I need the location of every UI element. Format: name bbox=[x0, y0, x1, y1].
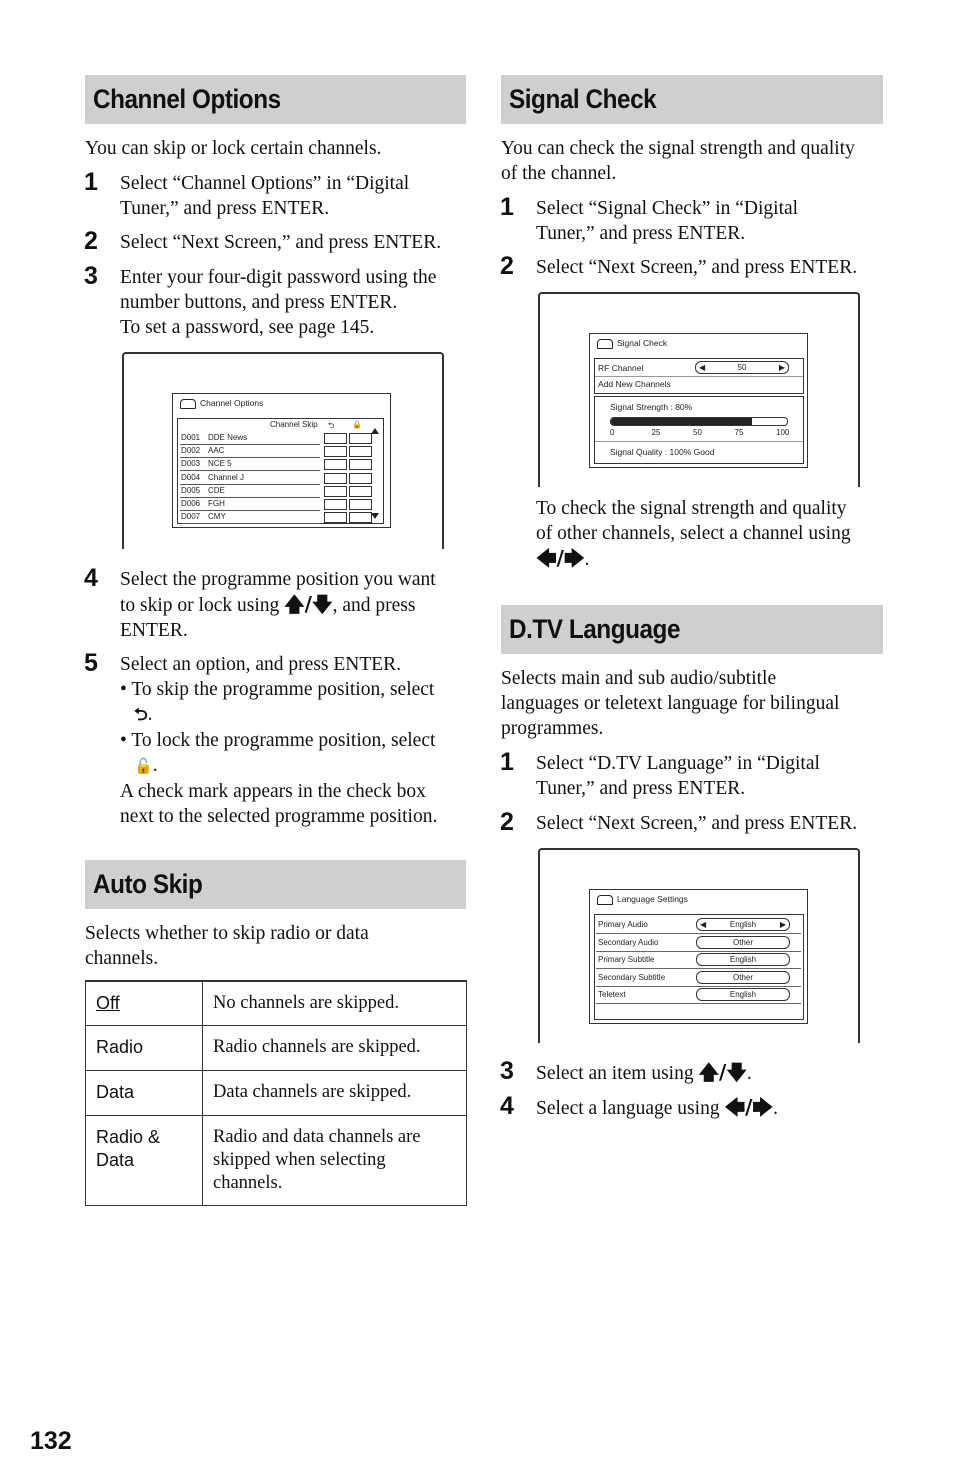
column-header-skip: Channel Skip bbox=[270, 420, 318, 429]
step-line: ENTER. bbox=[120, 620, 188, 641]
signal-quality-label: Signal Quality : 100% Good bbox=[610, 447, 715, 457]
menu-title: Signal Check bbox=[617, 338, 668, 348]
table-row bbox=[86, 981, 467, 1025]
chevron-left-icon[interactable]: ◀ bbox=[700, 920, 707, 929]
language-item-label: Secondary Subtitle bbox=[598, 972, 666, 982]
section-heading-channel-options bbox=[85, 75, 466, 124]
step-number: 3 bbox=[500, 1057, 514, 1085]
step-line: Select the programme position you want bbox=[120, 569, 436, 590]
tuner-icon bbox=[597, 895, 613, 905]
option-cell bbox=[86, 981, 203, 1025]
table-row bbox=[86, 1070, 467, 1115]
up-down-arrow-icon: 🡅/🡇 bbox=[698, 1060, 747, 1084]
step-number: 2 bbox=[84, 227, 98, 255]
channel-row[interactable] bbox=[180, 498, 320, 511]
up-down-arrow-icon: 🡅/🡇 bbox=[284, 592, 333, 616]
step-text bbox=[536, 751, 820, 801]
signal-check-note bbox=[536, 496, 851, 572]
language-value: English bbox=[729, 920, 757, 929]
language-value-selector[interactable] bbox=[696, 953, 790, 966]
channel-code: D002 bbox=[181, 446, 201, 456]
intro-line: of the channel. bbox=[501, 163, 617, 184]
channel-code: D007 bbox=[181, 512, 201, 522]
channel-name: NCE 5 bbox=[208, 459, 232, 469]
channel-row[interactable] bbox=[180, 458, 320, 471]
language-value-selector[interactable] bbox=[696, 918, 790, 931]
table-row bbox=[86, 1115, 467, 1205]
tuner-icon bbox=[597, 339, 613, 349]
step-number: 4 bbox=[84, 564, 98, 592]
channel-code: D004 bbox=[181, 472, 201, 482]
strength-tick-label: 75 bbox=[734, 428, 744, 437]
lock-checkbox[interactable] bbox=[349, 512, 372, 523]
language-row[interactable] bbox=[596, 952, 801, 969]
auto-skip-intro bbox=[85, 921, 369, 971]
skip-icon: ⮌ bbox=[134, 705, 148, 725]
step-text: Select a language using 🡄/🡆. bbox=[536, 1095, 778, 1119]
step-line: Select “D.TV Language” in “Digital bbox=[536, 753, 820, 774]
language-list bbox=[594, 914, 804, 1020]
language-value: Other bbox=[732, 937, 753, 947]
channel-code: D005 bbox=[181, 485, 201, 495]
divider bbox=[595, 441, 803, 442]
intro-line: languages or teletext language for bilingual bbox=[501, 693, 840, 714]
language-item-label: Primary Subtitle bbox=[598, 955, 655, 965]
text-fragment: Select a language using bbox=[536, 1098, 725, 1119]
step-number: 5 bbox=[84, 649, 98, 677]
language-value-selector[interactable] bbox=[696, 971, 790, 984]
language-value: English bbox=[729, 955, 757, 965]
desc-line: channels. bbox=[213, 1172, 283, 1193]
lock-icon: 🔓 bbox=[134, 757, 153, 775]
step-line: Tuner,” and press ENTER. bbox=[536, 223, 746, 244]
chevron-left-icon[interactable]: ◀ bbox=[699, 363, 706, 372]
language-row[interactable] bbox=[596, 917, 801, 934]
menu-title: Channel Options bbox=[200, 398, 264, 408]
option-line: Data bbox=[96, 1149, 135, 1170]
intro-line: You can check the signal strength and quality bbox=[501, 138, 855, 159]
text-fragment: to skip or lock using bbox=[120, 595, 285, 616]
rf-channel-value: 50 bbox=[737, 363, 747, 372]
tuner-icon bbox=[180, 399, 196, 409]
language-value-selector[interactable] bbox=[696, 936, 790, 949]
language-value: English bbox=[729, 990, 757, 1000]
auto-skip-table bbox=[85, 980, 467, 1206]
skip-checkbox[interactable] bbox=[324, 433, 347, 444]
lock-checkbox[interactable] bbox=[349, 473, 372, 484]
left-right-arrow-icon: 🡄/🡆 bbox=[536, 546, 585, 570]
option-label: Off bbox=[96, 993, 120, 1013]
language-item-label: Secondary Audio bbox=[598, 937, 659, 947]
step-text bbox=[120, 265, 436, 340]
signal-panel bbox=[594, 396, 804, 464]
lock-checkbox[interactable] bbox=[349, 486, 372, 497]
page-number: 132 bbox=[30, 1427, 72, 1455]
text-fragment: , and press bbox=[332, 595, 416, 616]
desc-cell: No channels are skipped. bbox=[203, 981, 467, 1025]
heading-text: Channel Options bbox=[93, 84, 281, 114]
intro-line: Selects whether to skip radio or data bbox=[85, 923, 369, 944]
note-line: next to the selected programme position. bbox=[120, 806, 438, 827]
channel-name: AAC bbox=[208, 446, 225, 456]
skip-icon: ⮌ bbox=[328, 421, 335, 430]
language-value-selector[interactable] bbox=[696, 988, 790, 1001]
text-fragment: Select an item using bbox=[536, 1063, 699, 1084]
lock-checkbox[interactable] bbox=[349, 459, 372, 470]
step-number: 3 bbox=[84, 262, 98, 290]
language-row[interactable] bbox=[596, 970, 801, 987]
lock-checkbox[interactable] bbox=[349, 433, 372, 444]
desc-cell: Data channels are skipped. bbox=[203, 1070, 467, 1115]
step-text: Select an item using 🡅/🡇. bbox=[536, 1060, 752, 1084]
channel-row[interactable] bbox=[180, 472, 320, 485]
left-right-arrow-icon: 🡄/🡆 bbox=[724, 1095, 774, 1119]
language-settings-menu bbox=[589, 889, 808, 1024]
channel-name: FGH bbox=[208, 499, 225, 508]
desc-line: Radio and data channels are bbox=[213, 1126, 421, 1147]
step-line: Tuner,” and press ENTER. bbox=[536, 778, 746, 799]
step-line: number buttons, and press ENTER. bbox=[120, 292, 398, 313]
bullet-lock: • To lock the programme position, select bbox=[120, 730, 436, 751]
note-line: of other channels, select a channel using bbox=[536, 523, 851, 544]
lock-checkbox[interactable] bbox=[349, 446, 372, 457]
step-number: 4 bbox=[500, 1092, 514, 1120]
chevron-right-icon[interactable]: ▶ bbox=[778, 363, 785, 372]
step-line: Enter your four-digit password using the bbox=[120, 267, 437, 288]
language-item-label: Primary Audio bbox=[598, 920, 648, 929]
step-text bbox=[120, 171, 409, 221]
skip-checkbox[interactable] bbox=[324, 473, 347, 484]
section-heading-auto-skip bbox=[85, 860, 466, 909]
channel-options-intro: You can skip or lock certain channels. bbox=[85, 138, 382, 159]
channel-name: CDE bbox=[208, 485, 225, 495]
language-row[interactable] bbox=[596, 987, 801, 1004]
channel-code: D003 bbox=[181, 459, 201, 469]
step-line: Select an option, and press ENTER. bbox=[120, 654, 402, 675]
desc-cell bbox=[203, 1115, 467, 1205]
heading-text: Signal Check bbox=[509, 84, 657, 114]
note-line: 🡄/🡆. bbox=[536, 546, 590, 570]
step-text bbox=[536, 196, 798, 246]
skip-checkbox[interactable] bbox=[324, 446, 347, 457]
step-text: Select “Next Screen,” and press ENTER. bbox=[120, 232, 442, 253]
step-number: 1 bbox=[500, 193, 514, 221]
channel-name: CMY bbox=[208, 512, 226, 522]
divider bbox=[595, 376, 803, 377]
rf-channel-label: RF Channel bbox=[598, 363, 644, 373]
channel-list bbox=[177, 418, 384, 524]
bullet-skip: • To skip the programme position, select bbox=[120, 679, 435, 700]
section-heading-dtv-language bbox=[501, 605, 883, 654]
channel-code: D001 bbox=[181, 433, 201, 442]
language-item-label: Teletext bbox=[598, 990, 626, 1000]
skip-checkbox[interactable] bbox=[324, 499, 347, 510]
skip-checkbox[interactable] bbox=[324, 486, 347, 497]
option-cell bbox=[86, 1115, 203, 1205]
channel-row[interactable] bbox=[180, 445, 320, 458]
step-text bbox=[120, 567, 436, 643]
strength-tick-label: 50 bbox=[693, 428, 702, 437]
add-new-channels-item[interactable]: Add New Channels bbox=[598, 379, 671, 389]
lock-checkbox[interactable] bbox=[349, 499, 372, 510]
chevron-right-icon[interactable]: ▶ bbox=[779, 920, 786, 929]
step-line: Select “Channel Options” in “Digital bbox=[120, 173, 410, 194]
strength-tick-label: 100 bbox=[776, 428, 790, 437]
bullet-lock-icon-line: 🔓. bbox=[134, 755, 158, 776]
step-line: Tuner,” and press ENTER. bbox=[120, 198, 330, 219]
strength-tick-label: 0 bbox=[610, 428, 615, 437]
note-line: To check the signal strength and quality bbox=[536, 498, 847, 519]
channel-row[interactable] bbox=[180, 485, 320, 498]
step-text bbox=[120, 652, 437, 829]
channel-row[interactable] bbox=[180, 432, 320, 445]
channel-name: Channel J bbox=[208, 472, 245, 482]
step-line: Select “Signal Check” in “Digital bbox=[536, 198, 799, 219]
scroll-up-icon[interactable] bbox=[371, 428, 379, 434]
option-cell: Radio bbox=[86, 1025, 203, 1070]
step-text: Select “Next Screen,” and press ENTER. bbox=[536, 257, 858, 278]
step-number: 2 bbox=[500, 252, 514, 280]
language-value: Other bbox=[732, 972, 753, 982]
bullet-skip-icon-line: ⮌. bbox=[134, 704, 153, 725]
table-row bbox=[86, 1025, 467, 1070]
section-heading-signal-check bbox=[501, 75, 883, 124]
note-line: A check mark appears in the check box bbox=[120, 781, 426, 802]
language-row[interactable] bbox=[596, 935, 801, 952]
rf-channel-selector[interactable] bbox=[695, 361, 789, 374]
signal-strength-fill bbox=[611, 418, 752, 425]
lock-icon: 🔒 bbox=[352, 420, 362, 429]
heading-text: D.TV Language bbox=[509, 614, 681, 644]
option-line: Radio & bbox=[96, 1126, 161, 1147]
signal-strength-bar bbox=[610, 417, 788, 426]
channel-options-menu bbox=[172, 393, 391, 528]
heading-text: Auto Skip bbox=[93, 869, 203, 899]
channel-name: DDE News bbox=[208, 433, 248, 442]
strength-tick-label: 25 bbox=[651, 428, 661, 437]
signal-strength-label: Signal Strength : 80% bbox=[610, 402, 693, 412]
step-number: 1 bbox=[84, 168, 98, 196]
step-line bbox=[120, 592, 436, 618]
intro-line: channels. bbox=[85, 948, 159, 969]
signal-check-menu bbox=[589, 333, 808, 468]
channel-row[interactable] bbox=[180, 511, 320, 524]
scroll-down-icon[interactable] bbox=[371, 513, 379, 519]
step-number: 2 bbox=[500, 808, 514, 836]
desc-cell: Radio channels are skipped. bbox=[203, 1025, 467, 1070]
channel-panel bbox=[594, 358, 804, 394]
signal-check-intro bbox=[501, 136, 855, 186]
desc-line: skipped when selecting bbox=[213, 1149, 386, 1170]
option-cell: Data bbox=[86, 1070, 203, 1115]
skip-checkbox[interactable] bbox=[324, 459, 347, 470]
skip-checkbox[interactable] bbox=[324, 512, 347, 523]
channel-code: D006 bbox=[181, 499, 201, 508]
step-number: 1 bbox=[500, 748, 514, 776]
step-text: Select “Next Screen,” and press ENTER. bbox=[536, 813, 858, 834]
step-line: To set a password, see page 145. bbox=[120, 317, 375, 338]
intro-line: programmes. bbox=[501, 718, 604, 739]
intro-line: Selects main and sub audio/subtitle bbox=[501, 668, 777, 689]
dtv-language-intro bbox=[501, 666, 839, 741]
menu-title: Language Settings bbox=[617, 894, 688, 904]
